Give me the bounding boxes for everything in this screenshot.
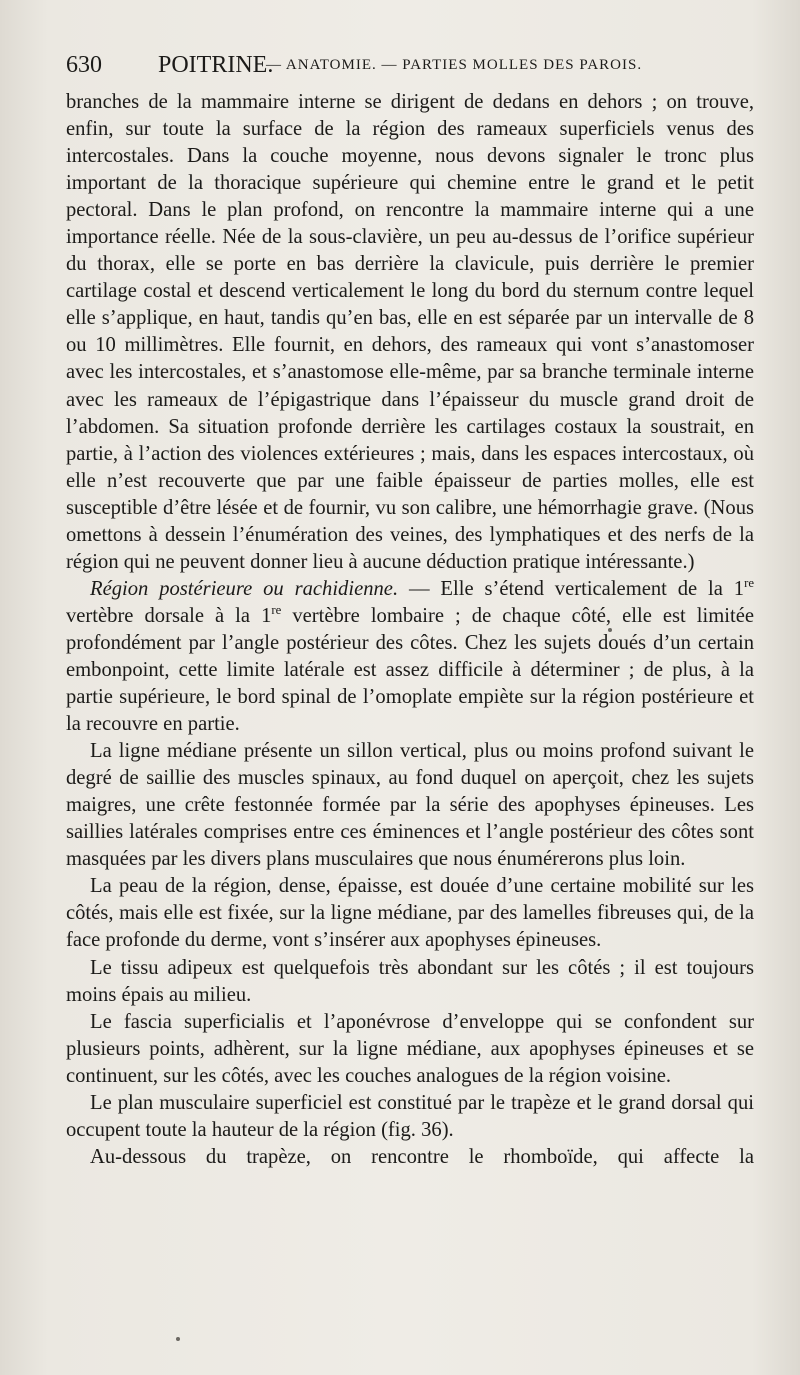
page-number: 630 (66, 52, 102, 78)
paragraph-rhomboide: Au-dessous du trapèze, on rencontre le rhomboïde, qui affecte la (90, 1145, 754, 1168)
header-subsection: — ANATOMIE. — PARTIES MOLLES DES PAROIS. (266, 57, 643, 73)
paragraph-ligne-mediane: La ligne médiane présente un sillon vertical, plus ou moins profond suivant le degré de saillie des muscles spinaux, au fond duquel on aperçoit, chez les sujets maigres, une crête festonnée formée par la série des apophyses épineuses. Les saillies latérales comprises entre ces éminences et l’angle postérieur des côtes sont masquées par les divers plans musculaires que nous énumérerons plus loin. (66, 740, 754, 871)
body-text (66, 89, 754, 1171)
paragraph-mammaire-interne: branches de la mammaire interne se dirigent de dedans en dehors ; on trouve, enfin, sur toute la surface de la région des rameaux superficiels venus des intercostales. Dans la couche moyenne, nous devons signaler le tronc plus important de la thoracique supérieure qui chemine entre le grand et le petit pectoral. Dans le plan profond, on rencontre la mammaire interne qui a une importance réelle. Née de la sous-clavière, un peu au-dessus de l’orifice supérieur du thorax, elle se porte en bas derrière la clavicule, puis derrière le premier cartilage costal et descend verticalement le long du bord du sternum contre lequel elle s’applique, en haut, tandis qu’en bas, elle en est séparée par un intervalle de 8 ou 10 millimètres. Elle fournit, en dehors, des rameaux qui vont s’anastomoser avec les intercostales, et s’anastomose elle-même, par sa branche terminale interne avec les rameaux de l’épigastrique dans l’épaisseur du muscle grand droit de l’abdomen. Sa situation profonde derrière les cartilages costaux la soustrait, en partie, à l’action des violences extérieures ; mais, dans les espaces intercostaux, où elle n’est recouverte que par une faible épaisseur de parties molles, elle est susceptible d’être lésée et de fournir, vu son calibre, une hémorrhagie grave. (Nous omettons à dessein l’énumération des veines, des lymphatiques et des nerfs de la région qui ne peuvent donner lieu à aucune déduction pratique intéressante.) (66, 91, 754, 573)
paragraph-tissu-adipeux: Le tissu adipeux est quelquefois très abondant sur les côtés ; il est toujours moins épais au milieu. (66, 956, 754, 1006)
paragraph-region-posterieure: Région postérieure ou rachidienne. — Elle s’étend verticalement de la 1re vertèbre dorsale à la 1re vertèbre lombaire ; de chaque côté, elle est limitée profondément par l’angle postérieur des côtes. Chez les sujets doués d’un certain embonpoint, cette limite latérale est assez difficile à déterminer ; de plus, à la partie supérieure, le bord spinal de l’omoplate empiète sur la région postérieure et la recouvre en partie. (66, 575, 754, 736)
header-section: POITRINE. (158, 52, 274, 78)
paragraph-plan-musculaire: Le plan musculaire superficiel est constitué par le trapèze et le grand dorsal qui occupent toute la hauteur de la région (fig. 36). (66, 1091, 754, 1141)
paragraph-peau: La peau de la région, dense, épaisse, est douée d’une certaine mobilité sur les côtés, mais elle est fixée, sur la ligne médiane, par des lamelles fibreuses qui, de la face profonde du derme, vont s’insérer aux apophyses épineuses. (66, 875, 754, 952)
paper-speck (608, 628, 612, 632)
running-header (66, 52, 766, 86)
paragraph-fascia: Le fascia superficialis et l’aponévrose d’enveloppe qui se confondent sur plusieurs points, adhèrent, sur la ligne médiane, aux apophyses épineuses et se continuent, sur les côtés, avec les couches analogues de la région voisine. (66, 1010, 754, 1087)
section-title-region-posterieure: Région postérieure ou rachidienne. (90, 577, 399, 600)
paper-speck (176, 1337, 180, 1341)
